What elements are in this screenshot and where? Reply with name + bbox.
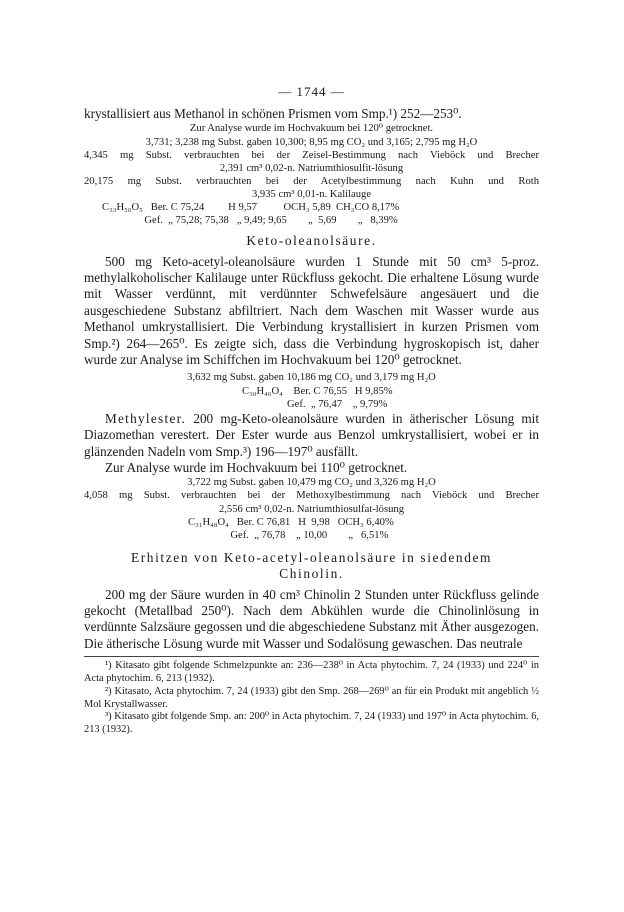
analysis-line: 2,556 cm³ 0,02-n. Natriumthiosulfat-lösung bbox=[218, 503, 404, 515]
paragraph-text: 200 mg-Keto-oleanolsäure wurden in ätherischer Lösung mit Diazomethan verestert. Der Ester wurde aus Benzol umkrystallisiert, wobei er in glänzenden Nadeln vom Smp.³) 196—197⁰ ausfällt. bbox=[84, 410, 539, 459]
analysis-line: 3,632 mg Subst. gaben 10,186 mg CO₂ und 3,179 mg H₂O bbox=[187, 372, 436, 384]
body-paragraph bbox=[84, 411, 539, 460]
formula-found: Gef. „ 75,28; 75,38 „ 9,49; 9,65 „ 5,69 „ 8,39% bbox=[102, 215, 398, 227]
analysis-line: 3,731; 3,238 mg Subst. gaben 10,300; 8,95 mg CO₂ und 3,165; 2,795 mg H₂O bbox=[145, 136, 478, 148]
page-number: — 1744 — bbox=[278, 84, 345, 99]
analysis-line: 3,935 cm³ 0,01-n. Kalilauge bbox=[251, 188, 372, 200]
section-heading: Erhitzen von Keto-acetyl-oleanolsäure in siedendem bbox=[130, 549, 493, 565]
footnote: ¹) Kitasato gibt folgende Schmelzpunkte an: 236—238⁰ in Acta phytochim. 7, 24 (1933) und 224⁰ in Acta phytochim. 6, 213 (1932). bbox=[84, 660, 539, 685]
footnote: ²) Kitasato, Acta phytochim. 7, 24 (1933) gibt den Smp. 268—269⁰ an für ein Produkt mit angeblich ½ Mol Krystallwasser. bbox=[84, 685, 539, 710]
analysis-note: Zur Analyse wurde im Hochvakuum bei 120⁰ getrocknet. bbox=[189, 123, 434, 135]
section-heading: Chinolin. bbox=[279, 566, 344, 582]
analysis-line: 20,175 mg Subst. verbrauchten bei der Acetylbestimmung nach Kuhn und Roth bbox=[84, 175, 539, 187]
analysis-line: 2,391 cm³ 0,02-n. Natriumthiosulfit-lösung bbox=[219, 162, 404, 174]
body-paragraph: Zur Analyse wurde im Hochvakuum bei 110⁰ getrocknet. bbox=[105, 459, 408, 475]
analysis-line: 3,722 mg Subst. gaben 10,479 mg CO₂ und 3,326 mg H₂O bbox=[187, 477, 436, 489]
formula-calc: C₃₁H₄₈O₄ Ber. C 76,81 H 9,98 OCH₃ 6,40% bbox=[188, 516, 394, 528]
section-heading: Keto-oleanolsäure. bbox=[246, 233, 377, 249]
formula-found: Gef. „ 76,78 „ 10,00 „ 6,51% bbox=[188, 529, 389, 541]
footnote: ³) Kitasato gibt folgende Smp. an: 200⁰ in Acta phytochim. 7, 24 (1933) und 197⁰ in Acta phytochim. 6, 213 (1932). bbox=[84, 711, 539, 736]
analysis-line: 4,058 mg Subst. verbrauchten bei der Methoxylbestimmung nach Vieböck und Brecher bbox=[84, 490, 539, 502]
document-page bbox=[84, 84, 539, 737]
body-paragraph: 200 mg der Säure wurden in 40 cm³ Chinolin 2 Stunden unter Rückfluss gelinde gekocht (Metallbad 250⁰). Nach dem Abkühlen wurde die Chinolinlösung in verdünnte Salzsäure gegossen und die abgeschiedene Substanz mit Äther ausgezogen. Die ätherische Lösung wurde mit Wasser und Sodalösung gewaschen. Das neutrale bbox=[84, 586, 539, 651]
body-paragraph: krystallisiert aus Methanol in schönen Prismen vom Smp.¹) 252—253⁰. bbox=[84, 106, 462, 121]
formula-calc: C₃₃H₅₀O₅ Ber. C 75,24 H 9,57 OCH₃ 5,89 CH₃CO 8,17% bbox=[102, 201, 400, 213]
formula-calc: C₃₀H₄₆O₄ Ber. C 76,55 H 9,85% bbox=[242, 385, 393, 397]
run-in-heading: Methylester. bbox=[105, 410, 187, 426]
footnote-divider bbox=[84, 656, 539, 657]
analysis-line: 4,345 mg Subst. verbrauchten bei der Zeisel-Bestimmung nach Vieböck und Brecher bbox=[84, 149, 539, 161]
body-paragraph: 500 mg Keto-acetyl-oleanolsäure wurden 1 Stunde mit 50 cm³ 5-proz. methylalkoholischer Kalilauge unter Rückfluss gekocht. Die erhaltene Lösung wurde mit Wasser verdünnt, mit verdünnter Schwefelsäure angesäuert und die ausgeschiedene Substanz abfiltriert. Nach dem Waschen mit Wasser wurde aus Methanol umkrystallisiert. Die Verbindung krystallisiert in kurzen Prismen vom Smp.²) 264—265⁰. Es zeigte sich, dass die Verbindung hygroskopisch ist, daher wurde zur Analyse im Schiffchen im Hochvakuum bei 120⁰ getrocknet. bbox=[84, 253, 539, 367]
formula-found: Gef. „ 76,47 „ 9,79% bbox=[242, 398, 388, 410]
